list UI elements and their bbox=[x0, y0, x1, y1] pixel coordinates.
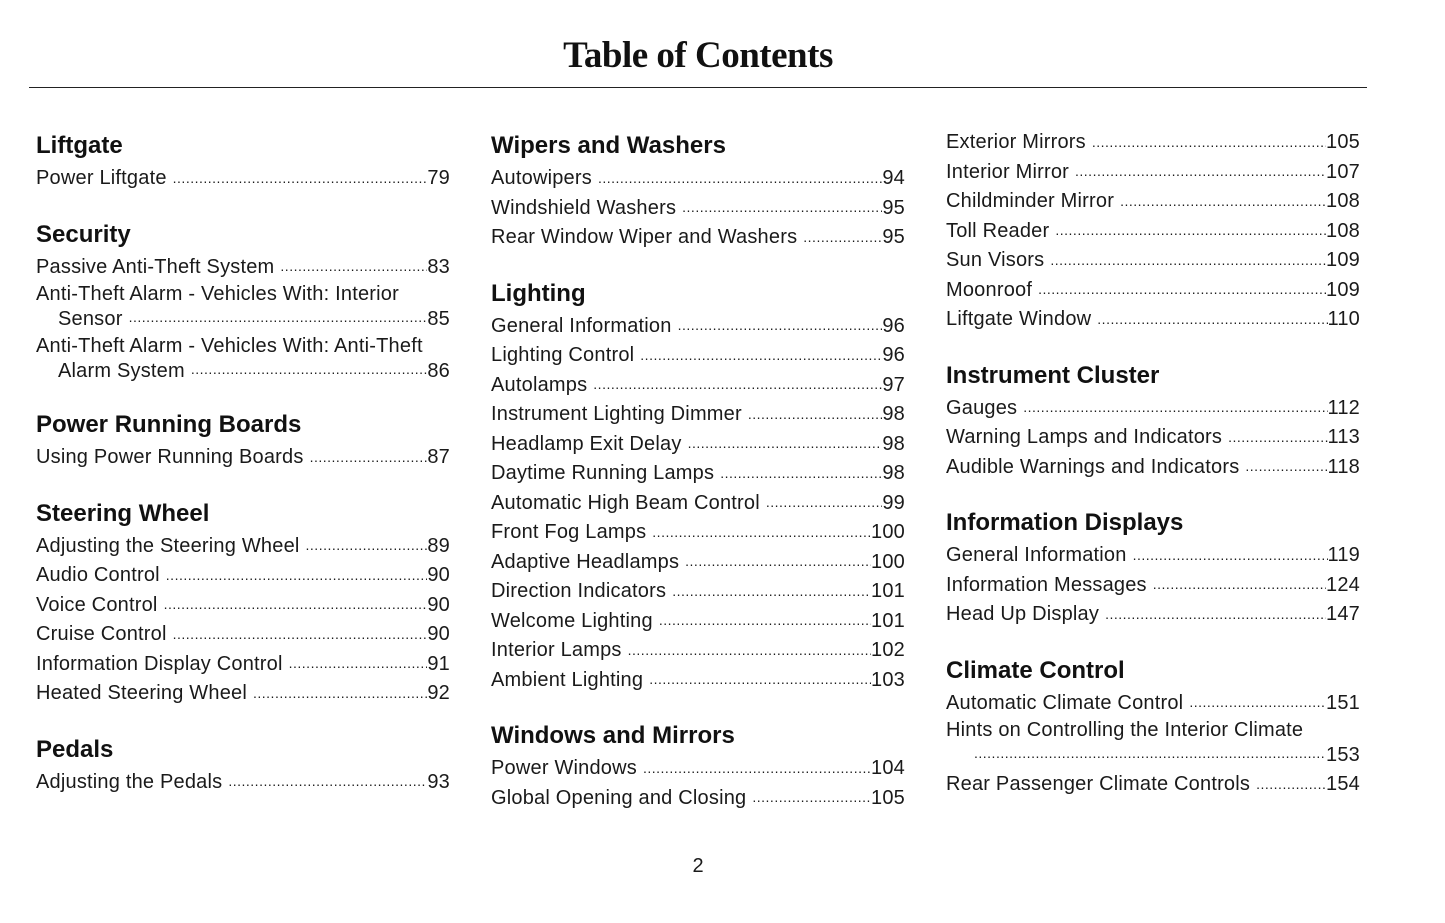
dot-leader bbox=[1245, 456, 1327, 476]
entry-label: Global Opening and Closing bbox=[491, 786, 747, 809]
toc-entry[interactable] bbox=[491, 636, 905, 666]
toc-entry[interactable] bbox=[36, 282, 450, 332]
entry-page-number: 108 bbox=[1326, 190, 1360, 212]
toc-entry[interactable] bbox=[946, 187, 1360, 217]
entry-page-number: 95 bbox=[882, 226, 905, 248]
dot-leader bbox=[678, 315, 883, 335]
entry-label-continued: Sensor bbox=[58, 308, 123, 330]
toc-entry[interactable] bbox=[491, 371, 905, 401]
dot-leader bbox=[1038, 279, 1326, 299]
dot-leader bbox=[1133, 545, 1328, 565]
toc-entry[interactable] bbox=[946, 394, 1360, 424]
dot-leader bbox=[310, 447, 428, 467]
entry-label: Information Display Control bbox=[36, 652, 283, 675]
entry-label: Gauges bbox=[946, 396, 1018, 419]
dot-leader bbox=[752, 787, 871, 807]
entry-page-number: 90 bbox=[427, 623, 450, 645]
entry-page-number: 79 bbox=[427, 167, 450, 189]
entry-page-number: 85 bbox=[427, 308, 450, 330]
toc-entry[interactable] bbox=[946, 689, 1360, 719]
dot-leader bbox=[1055, 220, 1326, 240]
entry-page-number: 83 bbox=[427, 255, 450, 278]
entry-label: Sun Visors bbox=[946, 249, 1045, 271]
section-heading: Instrument Cluster bbox=[946, 361, 1160, 389]
entry-label: Using Power Running Boards bbox=[36, 446, 304, 468]
entry-page-number: 105 bbox=[1326, 131, 1360, 153]
entry-page-number: 112 bbox=[1327, 396, 1360, 419]
toc-entry[interactable] bbox=[36, 679, 450, 709]
entry-page-number: 102 bbox=[871, 639, 905, 661]
entry-label: Windshield Washers bbox=[491, 196, 677, 219]
entry-page-number: 95 bbox=[882, 196, 905, 219]
dot-leader bbox=[803, 227, 882, 247]
toc-entry[interactable] bbox=[491, 518, 905, 548]
entry-label: Head Up Display bbox=[946, 603, 1100, 625]
dot-leader bbox=[1050, 250, 1326, 270]
entry-page-number: 91 bbox=[427, 652, 450, 675]
entry-page-number: 107 bbox=[1326, 160, 1360, 183]
dot-leader bbox=[640, 345, 882, 365]
toc-entry[interactable] bbox=[491, 784, 905, 814]
entry-page-number: 89 bbox=[427, 534, 450, 557]
toc-entry[interactable] bbox=[36, 334, 450, 384]
entry-label: Audible Warnings and Indicators bbox=[946, 455, 1240, 478]
dot-leader bbox=[289, 653, 428, 673]
entry-label: Anti-Theft Alarm - Vehicles With: Interior bbox=[36, 283, 399, 305]
entry-page-number: 147 bbox=[1326, 603, 1360, 625]
toc-entry[interactable] bbox=[491, 194, 905, 224]
toc-entry[interactable] bbox=[491, 164, 905, 194]
toc-entry[interactable] bbox=[36, 591, 450, 621]
dot-leader bbox=[649, 669, 871, 689]
entry-label: Adaptive Headlamps bbox=[491, 550, 680, 573]
toc-entry[interactable] bbox=[946, 600, 1360, 630]
entry-label: Adjusting the Steering Wheel bbox=[36, 534, 300, 557]
toc-section bbox=[946, 505, 1360, 630]
entry-page-number: 119 bbox=[1327, 544, 1360, 566]
entry-page-number: 113 bbox=[1327, 426, 1360, 448]
dot-leader bbox=[253, 683, 427, 703]
toc-entry[interactable] bbox=[491, 400, 905, 430]
section-heading: Climate Control bbox=[946, 656, 1125, 684]
entry-page-number: 98 bbox=[882, 432, 905, 455]
entry-page-number: 96 bbox=[882, 314, 905, 337]
toc-column-1 bbox=[36, 128, 450, 820]
dot-leader bbox=[1189, 692, 1326, 712]
entry-page-number: 151 bbox=[1326, 691, 1360, 714]
toc-entry[interactable] bbox=[36, 532, 450, 562]
toc-entry[interactable] bbox=[36, 561, 450, 591]
toc-entry[interactable] bbox=[491, 430, 905, 460]
entry-label: Cruise Control bbox=[36, 623, 167, 645]
toc-entry[interactable] bbox=[946, 770, 1360, 800]
section-heading: Lighting bbox=[491, 279, 586, 307]
entry-label: Autolamps bbox=[491, 373, 588, 396]
dot-leader bbox=[173, 624, 428, 644]
toc-entry[interactable] bbox=[491, 754, 905, 784]
toc-entry[interactable] bbox=[491, 607, 905, 637]
toc-entry[interactable] bbox=[946, 305, 1360, 335]
section-heading: Pedals bbox=[36, 735, 114, 763]
dot-leader bbox=[1153, 574, 1326, 594]
entry-label: General Information bbox=[946, 544, 1127, 566]
entry-label: Power Windows bbox=[491, 757, 637, 779]
dot-leader bbox=[593, 374, 882, 394]
toc-entry[interactable] bbox=[491, 666, 905, 696]
toc-entry[interactable] bbox=[36, 253, 450, 283]
entry-label: Rear Window Wiper and Washers bbox=[491, 226, 798, 248]
toc-entry[interactable] bbox=[946, 217, 1360, 247]
dot-leader bbox=[974, 743, 1326, 763]
toc-entry[interactable] bbox=[36, 620, 450, 650]
page-number: 2 bbox=[692, 855, 704, 877]
toc-entry[interactable] bbox=[491, 548, 905, 578]
entry-label: Autowipers bbox=[491, 167, 592, 189]
dot-leader bbox=[1228, 427, 1327, 447]
dot-leader bbox=[280, 256, 427, 276]
dot-leader bbox=[164, 594, 428, 614]
entry-page-number: 109 bbox=[1326, 249, 1360, 271]
dot-leader bbox=[1105, 604, 1326, 624]
entry-page-number: 101 bbox=[871, 580, 905, 602]
entry-page-number: 103 bbox=[871, 668, 905, 691]
entry-label: Voice Control bbox=[36, 593, 158, 616]
entry-page-number: 104 bbox=[871, 757, 905, 779]
entry-label: General Information bbox=[491, 314, 672, 337]
entry-page-number: 94 bbox=[882, 167, 905, 189]
toc-entry[interactable] bbox=[491, 459, 905, 489]
entry-page-number: 105 bbox=[871, 786, 905, 809]
entry-page-number: 86 bbox=[427, 360, 450, 382]
dot-leader bbox=[1092, 132, 1326, 152]
entry-label: Exterior Mirrors bbox=[946, 131, 1086, 153]
dot-leader bbox=[129, 307, 428, 327]
toc-entry[interactable] bbox=[36, 164, 450, 194]
entry-label: Information Messages bbox=[946, 573, 1147, 596]
entry-page-number: 154 bbox=[1326, 773, 1360, 795]
entry-label: Front Fog Lamps bbox=[491, 521, 647, 543]
toc-column-2 bbox=[491, 128, 905, 836]
dot-leader bbox=[643, 758, 871, 778]
entry-label-continued: Alarm System bbox=[58, 360, 185, 382]
entry-label: Interior Mirror bbox=[946, 160, 1070, 183]
toc-entry[interactable] bbox=[491, 312, 905, 342]
dot-leader bbox=[1256, 774, 1326, 794]
toc-section bbox=[946, 128, 1360, 335]
entry-label: Daytime Running Lamps bbox=[491, 462, 715, 484]
dot-leader bbox=[1075, 161, 1326, 181]
toc-section bbox=[946, 653, 1360, 800]
entry-page-number: 124 bbox=[1326, 573, 1360, 596]
entry-label: Ambient Lighting bbox=[491, 668, 644, 691]
toc-entry[interactable] bbox=[946, 246, 1360, 276]
entry-page-number: 90 bbox=[427, 564, 450, 586]
toc-section bbox=[491, 276, 905, 696]
dot-leader bbox=[1097, 309, 1327, 329]
toc-entry[interactable] bbox=[36, 443, 450, 473]
entry-label: Welcome Lighting bbox=[491, 609, 653, 632]
entry-page-number: 97 bbox=[882, 373, 905, 396]
section-heading: Steering Wheel bbox=[36, 499, 210, 527]
dot-leader bbox=[720, 463, 882, 483]
dot-leader bbox=[682, 197, 882, 217]
entry-label: Childminder Mirror bbox=[946, 190, 1115, 212]
toc-section bbox=[36, 128, 450, 194]
toc-entry[interactable] bbox=[946, 128, 1360, 158]
toc-entry[interactable] bbox=[946, 718, 1360, 768]
entry-label: Passive Anti-Theft System bbox=[36, 255, 275, 278]
entry-page-number: 87 bbox=[427, 446, 450, 468]
entry-label: Heated Steering Wheel bbox=[36, 682, 247, 704]
entry-label: Lighting Control bbox=[491, 344, 635, 366]
entry-page-number: 98 bbox=[882, 403, 905, 425]
title-divider bbox=[29, 87, 1367, 88]
entry-label: Power Liftgate bbox=[36, 167, 167, 189]
dot-leader bbox=[659, 610, 871, 630]
entry-label: Rear Passenger Climate Controls bbox=[946, 773, 1251, 795]
dot-leader bbox=[191, 359, 427, 379]
dot-leader bbox=[652, 522, 871, 542]
toc-entry[interactable] bbox=[946, 571, 1360, 601]
dot-leader bbox=[1120, 191, 1326, 211]
entry-page-number: 110 bbox=[1327, 308, 1360, 330]
dot-leader bbox=[306, 535, 428, 555]
dot-leader bbox=[672, 581, 871, 601]
dot-leader bbox=[1023, 397, 1327, 417]
dot-leader bbox=[173, 168, 428, 188]
toc-section bbox=[36, 732, 450, 798]
entry-label: Warning Lamps and Indicators bbox=[946, 426, 1223, 448]
dot-leader bbox=[766, 492, 882, 512]
entry-page-number: 90 bbox=[427, 593, 450, 616]
toc-entry[interactable] bbox=[491, 223, 905, 253]
dot-leader bbox=[628, 640, 871, 660]
entry-label: Audio Control bbox=[36, 564, 160, 586]
section-heading: Security bbox=[36, 220, 131, 248]
toc-section bbox=[36, 496, 450, 709]
entry-page-number: 92 bbox=[427, 682, 450, 704]
page-title: Table of Contents bbox=[563, 35, 833, 76]
entry-label: Toll Reader bbox=[946, 219, 1050, 242]
dot-leader bbox=[685, 551, 871, 571]
entry-page-number: 109 bbox=[1326, 278, 1360, 301]
entry-label: Hints on Controlling the Interior Climate bbox=[946, 719, 1304, 741]
entry-label: Adjusting the Pedals bbox=[36, 770, 223, 793]
toc-entry[interactable] bbox=[36, 650, 450, 680]
toc-entry[interactable] bbox=[491, 577, 905, 607]
toc-section bbox=[36, 407, 450, 473]
entry-page-number: 96 bbox=[882, 344, 905, 366]
dot-leader bbox=[688, 433, 883, 453]
entry-page-number: 93 bbox=[427, 770, 450, 793]
toc-section bbox=[946, 358, 1360, 483]
section-heading: Liftgate bbox=[36, 132, 123, 159]
entry-label: Headlamp Exit Delay bbox=[491, 432, 682, 455]
toc-section bbox=[491, 128, 905, 253]
entry-label: Interior Lamps bbox=[491, 639, 622, 661]
section-heading: Wipers and Washers bbox=[491, 132, 726, 159]
dot-leader bbox=[598, 168, 882, 188]
toc-entry[interactable] bbox=[946, 423, 1360, 453]
entry-page-number: 98 bbox=[882, 462, 905, 484]
entry-page-number: 100 bbox=[871, 550, 905, 573]
toc-entry[interactable] bbox=[36, 768, 450, 798]
section-heading: Power Running Boards bbox=[36, 411, 302, 438]
entry-page-number: 100 bbox=[871, 521, 905, 543]
entry-page-number: 108 bbox=[1326, 219, 1360, 242]
dot-leader bbox=[228, 771, 427, 791]
entry-label: Automatic High Beam Control bbox=[491, 491, 760, 514]
entry-label: Automatic Climate Control bbox=[946, 691, 1184, 714]
toc-entry[interactable] bbox=[946, 541, 1360, 571]
entry-label: Moonroof bbox=[946, 278, 1033, 301]
toc-entry[interactable] bbox=[491, 341, 905, 371]
toc-section bbox=[491, 718, 905, 813]
toc-column-3 bbox=[946, 128, 1360, 823]
toc-entry[interactable] bbox=[946, 276, 1360, 306]
entry-page-number: 153 bbox=[1326, 744, 1360, 766]
dot-leader bbox=[748, 404, 882, 424]
toc-entry[interactable] bbox=[946, 453, 1360, 483]
entry-page-number: 99 bbox=[882, 491, 905, 514]
entry-label: Anti-Theft Alarm - Vehicles With: Anti-Theft bbox=[36, 335, 423, 357]
section-heading: Windows and Mirrors bbox=[491, 722, 735, 749]
entry-label: Direction Indicators bbox=[491, 580, 667, 602]
section-heading: Information Displays bbox=[946, 509, 1184, 536]
entry-page-number: 101 bbox=[871, 609, 905, 632]
entry-page-number: 118 bbox=[1327, 455, 1360, 478]
toc-section bbox=[36, 217, 450, 385]
toc-entry[interactable] bbox=[491, 489, 905, 519]
entry-label: Liftgate Window bbox=[946, 308, 1092, 330]
entry-label: Instrument Lighting Dimmer bbox=[491, 403, 742, 425]
toc-entry[interactable] bbox=[946, 158, 1360, 188]
dot-leader bbox=[166, 565, 428, 585]
